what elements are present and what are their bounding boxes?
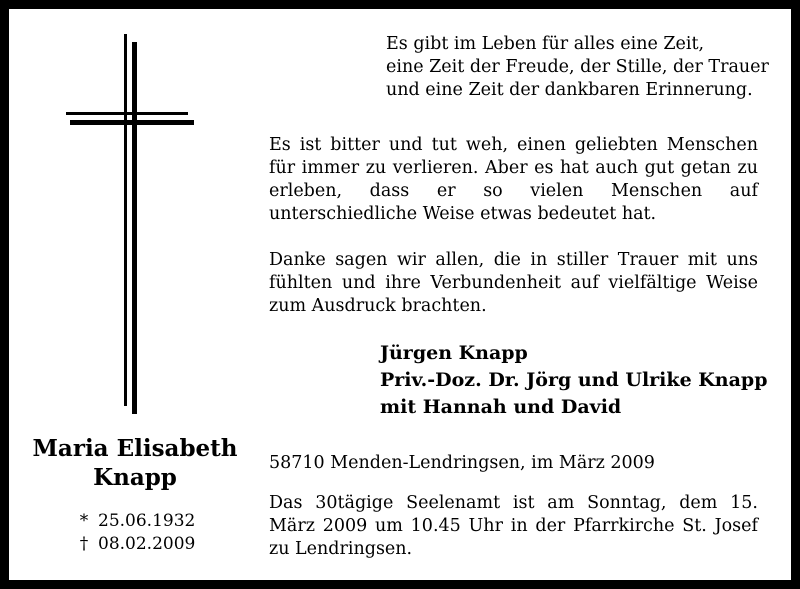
signer-line: Jürgen Knapp [380,342,528,364]
deceased-name-line: Maria Elisabeth [32,435,238,462]
thanks-paragraph: Danke sagen wir allen, die in stiller Trauer mit uns fühlten und ihre Verbundenheit auf vielfältige Weise zum Ausdruck brachten. [269,250,758,316]
birth-row [70,510,250,533]
death-dagger-icon: † [79,534,89,554]
deceased-name [30,434,240,492]
death-date: 08.02.2009 [98,534,196,554]
deceased-name-line: Knapp [93,464,177,491]
signers [380,340,780,421]
poem-line: und eine Zeit der dankbaren Erinnerung. [386,80,753,100]
birth-date: 25.06.1932 [98,511,196,531]
place-and-date: 58710 Menden-Lendringsen, im März 2009 [269,453,655,473]
signer-line: mit Hannah und David [380,396,622,418]
gratitude-paragraph: Es ist bitter und tut weh, einen geliebten Menschen für immer zu verlieren. Aber es hat auch gut getan zu erleben, dass er so vielen Menschen auf unterschiedliche Weise etwas bedeutet hat. [269,135,758,224]
signer-line: Priv.-Doz. Dr. Jörg und Ulrike Knapp [380,369,768,391]
poem [386,33,769,102]
poem-line: eine Zeit der Freude, der Stille, der Trauer [386,57,769,77]
mass-notice: Das 30tägige Seelenamt ist am Sonntag, dem 15. März 2009 um 10.45 Uhr in der Pfarrkirche St. Josef zu Lendringsen. [269,493,758,559]
death-row [70,533,250,556]
life-dates [70,510,250,556]
poem-line: Es gibt im Leben für alles eine Zeit, [386,34,705,54]
birth-star-icon: * [79,511,89,531]
